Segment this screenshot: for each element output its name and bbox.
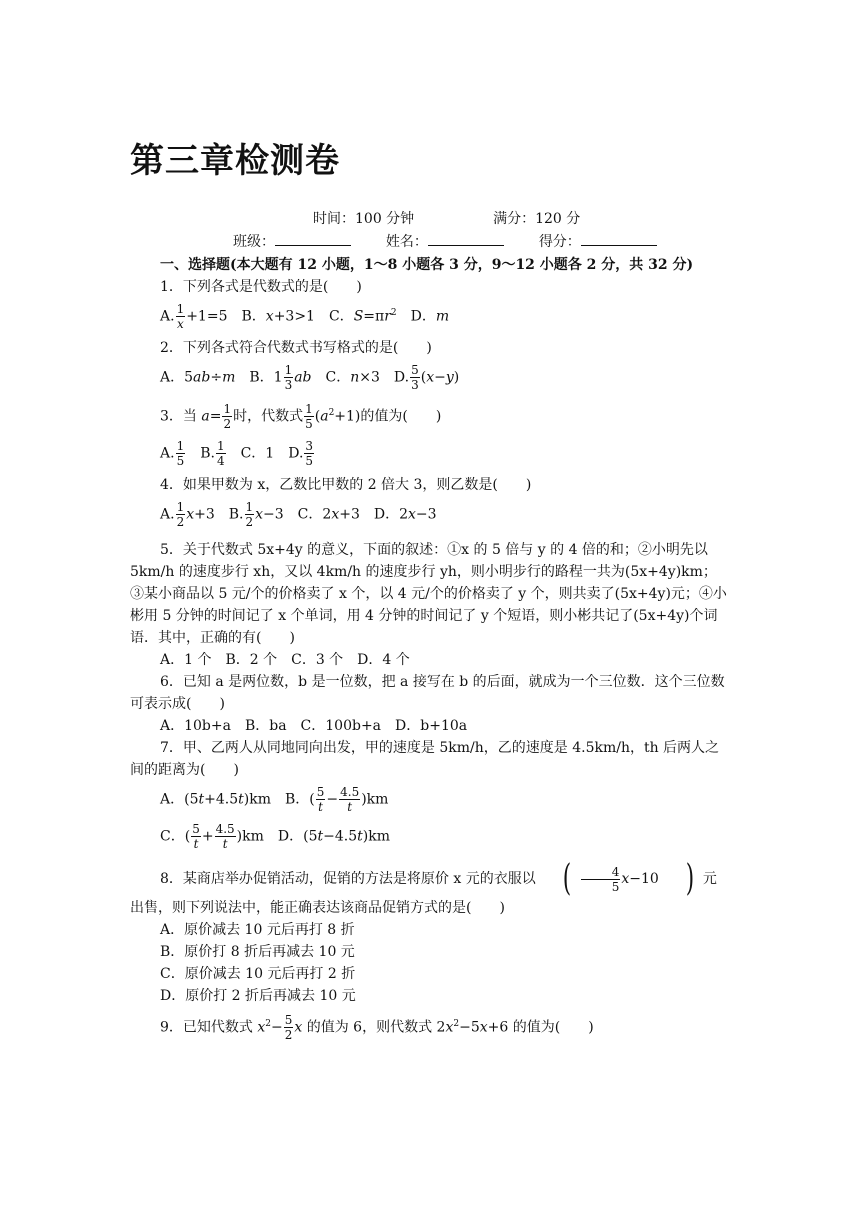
fraction: $\frac{1}{x}$ [176, 302, 185, 331]
q5-options: A．1 个 B．2 个 C．3 个 D．4 个 [160, 652, 410, 668]
name-blank [428, 233, 504, 246]
score-blank [581, 233, 657, 246]
q3-options: A. $\frac{1}{5}$ B. $\frac{1}{4}$ C．1 D. $\frac{3}{5}$ [160, 439, 314, 468]
q2-stem: 2．下列各式符合代数式书写格式的是( ) [160, 340, 432, 356]
score-label: 得分： [538, 234, 581, 250]
q1-options: A. $\frac{1}{x}$ +1=5 B．x+3>1 C．$S=\pi r^2$ D．m [160, 302, 450, 331]
question-list [130, 254, 730, 1042]
class-label: 班级： [233, 234, 275, 250]
section-heading: 一、选择题(本大题有 12 小题，1～8 小题各 3 分，9～12 小题各 2 分，共 32 分) [160, 257, 694, 273]
q8-option-a: A．原价减去 10 元后再打 8 折 [160, 922, 355, 938]
q7-options-cd: C．( $\frac{5}{t}$ + $\frac{4.5}{t}$ )km D．(5t−4.5t)km [160, 822, 390, 851]
q7-text: 7．甲、乙两人从同地同向出发，甲的速度是 5km/h，乙的速度是 4.5km/h，th 后两人之间的距离为( ) [130, 740, 720, 778]
exam-meta-fields [233, 231, 657, 251]
q3-stem: 3．当 a= $\frac{1}{2}$ 时，代数式 $\frac{1}{5}$ $(a^2+1)$的值为( ) [160, 402, 442, 431]
time-label: 时间：100 分钟 [313, 211, 415, 227]
q6-text: 6．已知 a 是两位数，b 是一位数，把 a 接写在 b 的后面，就成为一个三位数．这个三位数可表示成( ) [130, 674, 725, 712]
exam-meta-time [313, 208, 580, 228]
q8-option-d: D．原价打 2 折后再减去 10 元 [160, 988, 356, 1004]
q4-options: A. $\frac{1}{2}$ x+3 B. $\frac{1}{2}$ x−3 C．2x+3 D．2x−3 [160, 500, 437, 529]
q1-stem: 1．下列各式是代数式的是( ) [160, 279, 362, 295]
q8-text-b: 元出售，则下列说法中，能正确表达该商品促销方式的是( ) [130, 871, 717, 916]
q5-text: 5．关于代数式 5x+4y 的意义，下面的叙述：①x 的 5 倍与 y 的 4 倍的和；②小明先以 5km/h 的速度步行 xh，又以 4km/h 的速度步行 yh，则小明步行的路程一共为(5x+4y)km；③某小商品以 5 元/个的价格卖了 x 个，以 4 元/个的价格卖了 y 个，则共卖了(5x+4y)元；④小彬用 5 分钟的时间记了 x 个单词，用 4 分钟的时间记了 y 个短语，则小彬共记了(5x+4y)个词语．其中，正确的有( ) [130, 542, 727, 646]
name-label: 姓名： [385, 234, 428, 250]
page-title: 第三章检测卷 [130, 141, 340, 181]
q8-text-a: 8．某商店举办促销活动，促销的方法是将原价 x 元的衣服以 [160, 871, 536, 887]
q7-options-ab: A．(5t+4.5t)km B．( $\frac{5}{t}$ − $\frac{4.5}{t}$ )km [160, 785, 389, 814]
class-blank [275, 233, 351, 246]
q4-stem: 4．如果甲数为 x，乙数比甲数的 2 倍大 3，则乙数是( ) [160, 477, 532, 493]
q8-option-c: C．原价减去 10 元后再打 2 折 [160, 966, 356, 982]
q8-text: 8．某商店举办促销活动，促销的方法是将原价 x 元的衣服以 ( $\frac{4}{5}$ x−10 ) 元出售，则下列说法中，能正确表达该商品促销方式的是( ) [130, 858, 717, 916]
q2-options: A．5ab÷m B．1 $\frac{1}{3}$ ab C．n×3 D. $\frac{5}{3}$ (x−y) [160, 363, 460, 392]
full-score-label: 满分：120 分 [493, 211, 581, 227]
q6-options: A．10b+a B．ba C．100b+a D．b+10a [160, 718, 468, 734]
q9-stem: 9．已知代数式 $x^2-$ $\frac{5}{2}$ x 的值为 6，则代数式 $2x^2-5x+6$ 的值为( ) [160, 1013, 594, 1042]
q8-option-b: B．原价打 8 折后再减去 10 元 [160, 944, 355, 960]
